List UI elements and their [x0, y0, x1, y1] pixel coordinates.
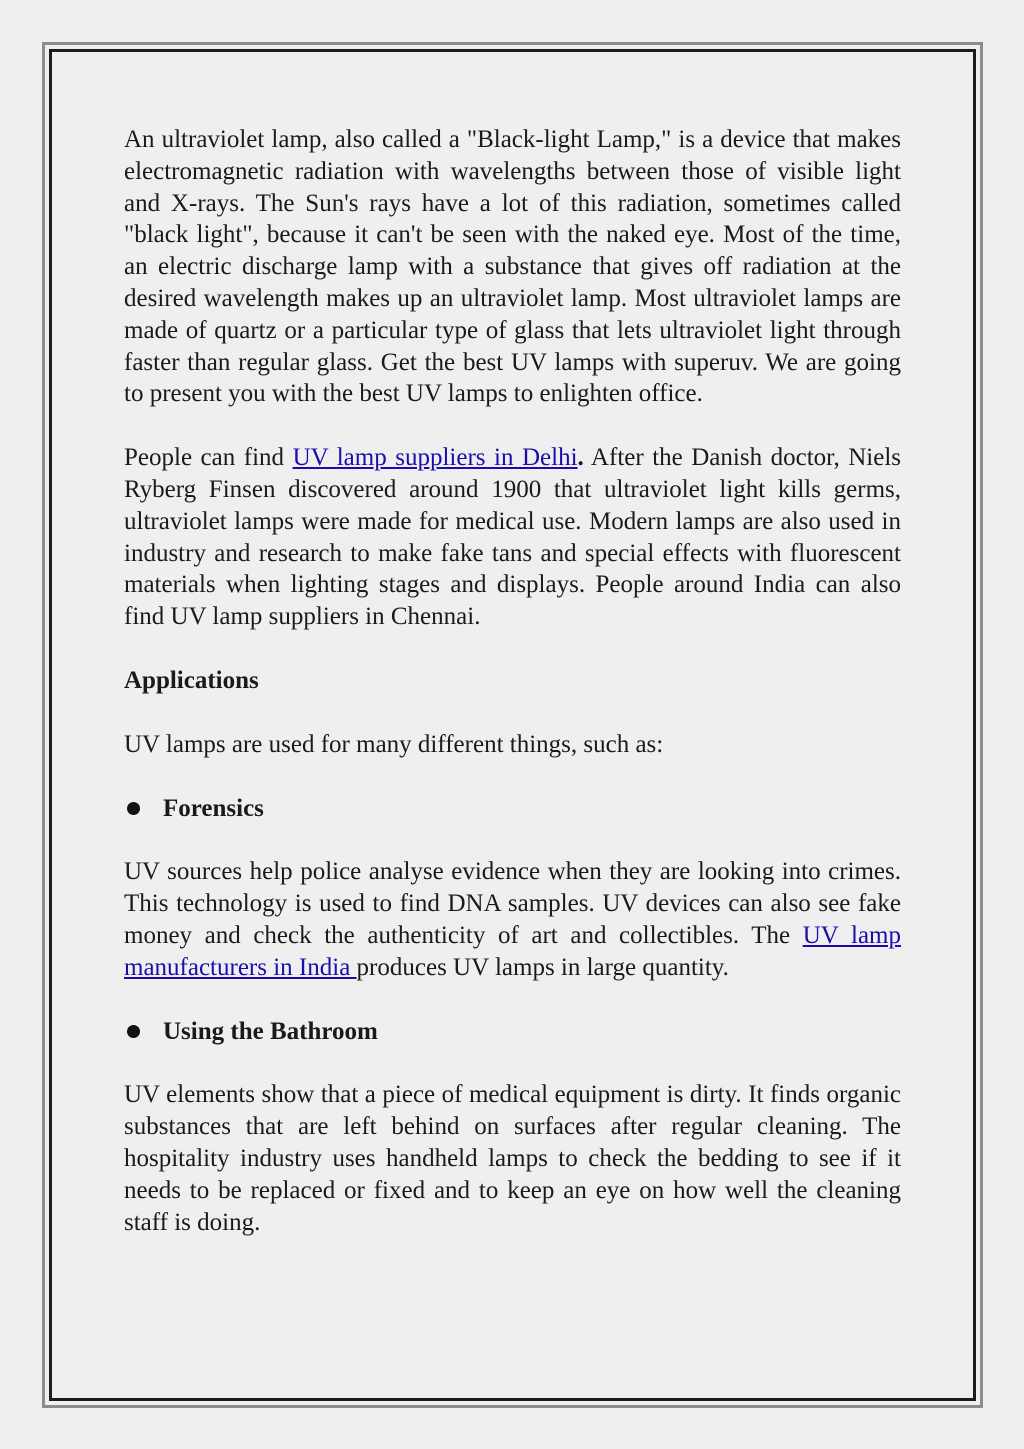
applications-heading: Applications: [124, 666, 259, 694]
forensics-paragraph: [124, 856, 901, 983]
uv-lamp-manufacturers-india-link[interactable]: UV lamp manufacturers in India: [124, 921, 901, 981]
suppliers-period: .: [577, 444, 584, 472]
intro-paragraph: An ultraviolet lamp, also called a "Black-light Lamp," is a device that makes electromagnetic radiation with wavelengths between those of visible light and X-rays. The Sun's rays have a lot of this radiation, sometimes called "black light", because it can't be seen with the naked eye. Most of the time, an electric discharge lamp with a substance that gives off radiation at the desired wavelength makes up an ultraviolet lamp. Most ultraviolet lamps are made of quartz or a particular type of glass that lets ultraviolet light through faster than regular glass. Get the best UV lamps with superuv. We are going to present you with the best UV lamps to enlighten office.: [124, 126, 901, 408]
applications-intro: UV lamps are used for many different things, such as:: [124, 730, 664, 758]
suppliers-text-end: After the Danish doctor, Niels Ryberg Finsen discovered around 1900 that ultraviolet light kills germs, ultraviolet lamps were made for medical use. Modern lamps are also used in industry and research to make fake tans and special effects with fluorescent materials when lighting stages and displays. People around India can also find UV lamp suppliers in Chennai.: [124, 444, 902, 631]
forensics-text-start: UV sources help police analyse evidence when they are looking into crimes. This technology is used to find DNA samples. UV devices can also see fake money and check the authenticity of art and collectibles. The: [124, 858, 901, 949]
bullet-label-bathroom: Using the Bathroom: [163, 1017, 378, 1045]
bullet-dot-icon: [127, 802, 140, 815]
bullet-item-bathroom: [124, 1016, 901, 1048]
suppliers-text-start: People can find: [124, 444, 293, 472]
bathroom-paragraph: UV elements show that a piece of medical equipment is dirty. It finds organic substances that are left behind on surfaces after regular cleaning. The hospitality industry uses handheld lamps to check the bedding to see if it needs to be replaced or fixed and to keep an eye on how well the cleaning staff is doing.: [124, 1081, 901, 1236]
document-body: [124, 124, 901, 1238]
bullet-dot-icon: [127, 1025, 140, 1038]
bullet-label-forensics: Forensics: [163, 794, 264, 822]
suppliers-paragraph: [124, 442, 901, 633]
forensics-text-end: produces UV lamps in large quantity.: [356, 953, 729, 981]
uv-lamp-suppliers-delhi-link[interactable]: UV lamp suppliers in Delhi: [292, 444, 578, 472]
bullet-item-forensics: [124, 793, 901, 825]
